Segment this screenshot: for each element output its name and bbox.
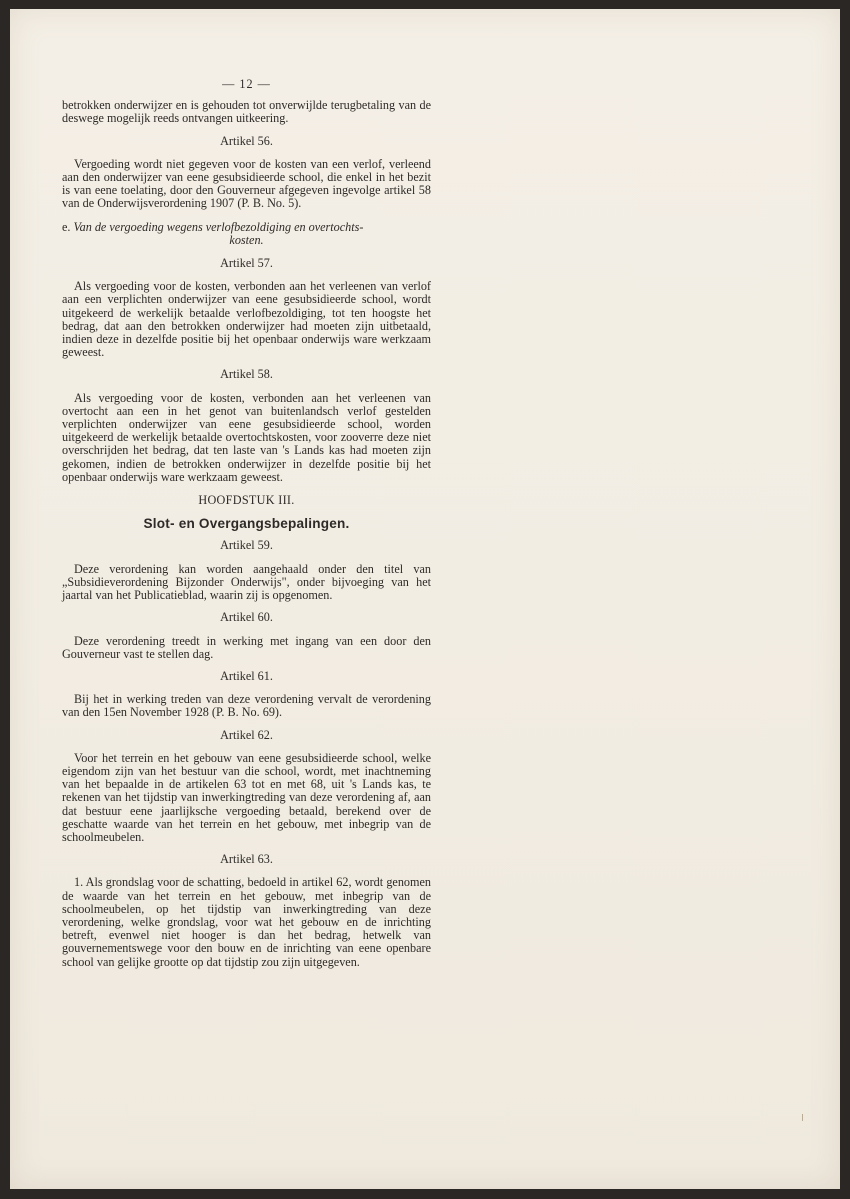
- article-63-title: Artikel 63.: [220, 852, 273, 867]
- article-57-title: Artikel 57.: [220, 256, 273, 271]
- article-58-title: Artikel 58.: [220, 367, 273, 382]
- article-56-text: Vergoeding wordt niet gegeven voor de kosten van een verlof, verleend aan den onderwijzer van eene gesubsidieerde school, die enkel in het bezit is van eene toelating, door den Gouverneur afgegeven ingevolge artikel 58 van de Onderwijsverordening 1907 (P. B. No. 5).: [62, 156, 431, 211]
- article-61-text: Bij het in werking treden van deze verordening vervalt de verordening van den 15en November 1928 (P. B. No. 69).: [62, 692, 431, 720]
- section-e-text-line1: Van de vergoeding wegens verlofbezoldiging en overtochts-: [73, 219, 364, 234]
- article-58-text: Als vergoeding voor de kosten, verbonden aan het verleenen van overtocht aan een in het genot van buitenlandsch verlof gestelden verplichten onderwijzer van eene gesubsidieerde school, worden uitgekeerd de werkelijk betaalde overtochtskosten, voor zooverre deze niet overschrijden het bedrag, dat ten laste van 's Lands kas had moeten zijn gekomen, indien de betrokken onderwijzer in dezelfde positie bij het openbaar onderwijs ware werkzaam geweest.: [62, 390, 431, 484]
- intro-paragraph: betrokken onderwijzer en is gehouden tot onverwijlde terugbetaling van de deswege mogelijk reeds ontvangen uitkeering.: [62, 98, 431, 126]
- article-56-title: Artikel 56.: [220, 133, 273, 148]
- section-e-label: e.: [62, 219, 71, 234]
- article-61-title: Artikel 61.: [220, 668, 273, 683]
- article-62-title: Artikel 62.: [220, 727, 273, 742]
- article-59-text: Deze verordening kan worden aangehaald onder den titel van „Subsidieverordening Bijzonder Onderwijs", onder bijvoeging van het jaartal van het Publicatieblad, waarin zij is opgenomen.: [62, 561, 431, 603]
- article-60-text: Deze verordening treedt in werking met ingang van een door den Gouverneur vast te stellen dag.: [62, 633, 431, 661]
- article-59-title: Artikel 59.: [220, 538, 273, 553]
- article-63-text: 1. Als grondslag voor de schatting, bedoeld in artikel 62, wordt genomen de waarde van het terrein en het gebouw, met inbegrip van de schoolmeubelen, op het tijdstip van inwerkingtreding van deze verordening, welke grondslag, voor wat het gebouw en de inrichting betreft, evenwel niet hooger is dan het bedrag, hetwelk van gouvernementswege voor den bouw en de inrichting van eene openbare school van gelijke grootte op dat tijdstip zou zijn uitgegeven.: [62, 875, 431, 969]
- chapter-title: HOOFDSTUK III.: [198, 493, 295, 508]
- page-number: — 12 —: [222, 77, 271, 91]
- article-62-text: Voor het terrein en het gebouw van eene gesubsidieerde school, welke eigendom zijn van het bestuur van die school, wordt, met inachtneming van het bepaalde in de artikelen 63 tot en met 68, uit 's Lands kas, te rekenen van het tijdstip van inwerkingtreding van deze verordening af, aan dat bestuur eene jaarlijksche vergoeding betaald, berekend over de geschatte waarde van het terrein en het gebouw, met inbegrip van de schoolmeubelen.: [62, 750, 431, 844]
- section-e-heading: [62, 221, 431, 247]
- page-speck: [802, 1114, 803, 1121]
- text-column: [62, 78, 431, 969]
- chapter-heading: Slot- en Overgangsbepalingen.: [143, 516, 350, 532]
- article-60-title: Artikel 60.: [220, 610, 273, 625]
- section-e-text-line2: kosten.: [229, 232, 264, 247]
- article-57-text: Als vergoeding voor de kosten, verbonden aan het verleenen van verlof aan een verplichten onderwijzer van eene gesubsidieerde school, wordt uitgekeerd de werkelijk betaalde verlofbezoldiging, tot ten hoogste het bedrag, dat aan den betrokken onderwijzer had moeten zijn uitbetaald, indien deze in dezelfde positie bij het openbaar onderwijs ware werkzaam geweest.: [62, 279, 431, 360]
